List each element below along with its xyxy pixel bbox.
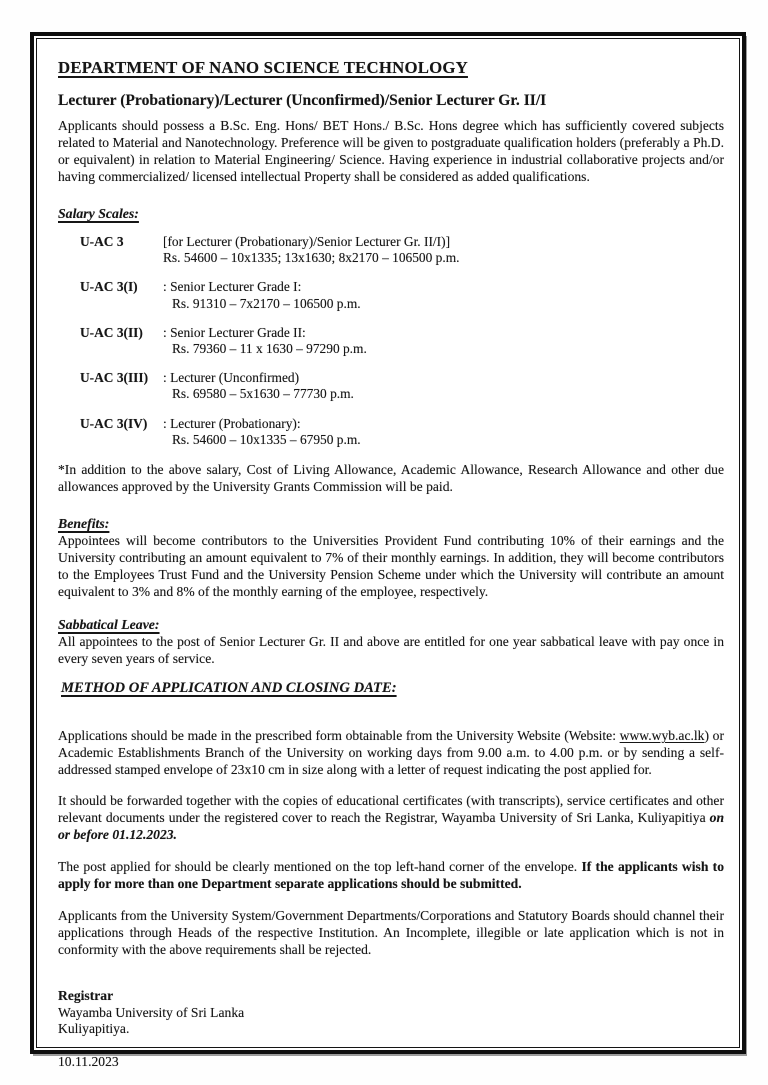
- document-inner-frame: [36, 38, 740, 1069]
- salary-row-uac3-i: [58, 279, 724, 311]
- document-date: 10.11.2023: [58, 1053, 119, 1069]
- signature-block: [58, 988, 724, 1038]
- salary-desc: [163, 234, 724, 266]
- multiple-applications-notice: If the applicants wish to apply for more than one Department separate applications should be submitted.: [58, 859, 724, 892]
- salary-code: U-AC 3(IV): [80, 415, 148, 431]
- signatory-title: Registrar: [58, 988, 114, 1004]
- benefits-heading: [58, 516, 724, 532]
- salary-row-uac3-iii: [58, 370, 724, 402]
- salary-note: *In addition to the above salary, Cost of Living Allowance, Academic Allowance, Research Allowance and other due allowances approved by the University Grants Commission will be paid.: [58, 462, 724, 495]
- salary-desc: [163, 416, 724, 448]
- document-content: [37, 39, 739, 1070]
- post-title: Lecturer (Probationary)/Lecturer (Unconfirmed)/Senior Lecturer Gr. II/I: [58, 92, 547, 109]
- closing-date-text: on or before 01.12.2023.: [58, 810, 724, 843]
- salary-amount: Rs. 54600 – 10x1335 – 67950 p.m.: [172, 431, 361, 447]
- salary-code: U-AC 3(II): [80, 324, 143, 340]
- salary-row-uac3-iv: [58, 416, 724, 448]
- department-title-text: DEPARTMENT OF NANO SCIENCE TECHNOLOGY: [58, 58, 468, 77]
- application-form-paragraph: [58, 727, 724, 778]
- forwarding-text: It should be forwarded together with the copies of educational certificates (with transcripts), service certificates and other relevant documents under the registered cover to reach the Registrar, Wayamba University of Sri Lanka, Kuliyapitiya: [58, 793, 724, 826]
- salary-amount: Rs. 79360 – 11 x 1630 – 97290 p.m.: [172, 341, 367, 357]
- salary-amount: Rs. 54600 – 10x1335; 13x1630; 8x2170 – 106500 p.m.: [163, 250, 460, 266]
- salary-desc: [163, 279, 724, 311]
- method-of-application-heading-text: METHOD OF APPLICATION AND CLOSING DATE:: [61, 680, 397, 697]
- benefits-paragraph: Appointees will become contributors to the Universities Provident Fund contributing 10% of their earnings and the University contributing an amount equivalent to 7% of their monthly earnings. In addition, they will become contributors to the Employees Trust Fund and the University Pension Scheme under which the University will contribute an amount equivalent to 3% and 8% of the monthly earning of the employee, respectively.: [58, 533, 724, 600]
- university-website-link[interactable]: www.wyb.ac.lk: [619, 728, 705, 744]
- salary-amount: Rs. 91310 – 7x2170 – 106500 p.m.: [172, 295, 361, 311]
- forwarding-paragraph: [58, 792, 724, 843]
- salary-scales-heading-text: Salary Scales:: [58, 206, 139, 221]
- salary-code: U-AC 3(I): [80, 279, 138, 295]
- salary-desc: [163, 370, 724, 402]
- department-title: [58, 58, 724, 78]
- envelope-text: The post applied for should be clearly mentioned on the top left-hand corner of the envelope.: [58, 859, 582, 875]
- salary-scale-table: [58, 234, 724, 448]
- salary-post-label: : Senior Lecturer Grade II:: [163, 324, 306, 340]
- salary-post-label: [for Lecturer (Probationary)/Senior Lecturer Gr. II/I)]: [163, 234, 451, 249]
- salary-post-label: : Lecturer (Probationary):: [163, 415, 301, 431]
- document-border-frame: [30, 32, 746, 1069]
- qualifications-paragraph: Applicants should possess a B.Sc. Eng. Hons/ BET Hons./ B.Sc. Hons degree which has sufficiently covered subjects related to Material and Nanotechnology. Preference will be given to postgraduate qualification holders (preferably a Ph.D. or equivalent) in relation to Material Engineering/ Science. Having experience in industrial collaborative projects and/or having commercialized/ licensed intellectual Property shall be considered as added qualifications.: [58, 118, 724, 184]
- salary-post-label: : Lecturer (Unconfirmed): [163, 370, 300, 386]
- salary-scales-heading: [58, 206, 724, 222]
- salary-code: U-AC 3: [80, 234, 124, 249]
- salary-code: U-AC 3(III): [80, 370, 149, 386]
- signatory-city: Kuliyapitiya.: [58, 1021, 130, 1037]
- benefits-heading-text: Benefits:: [58, 516, 110, 532]
- application-form-text: Applications should be made in the prescribed form obtainable from the University Website (Website:: [58, 728, 620, 744]
- salary-amount: Rs. 69580 – 5x1630 – 77730 p.m.: [172, 386, 354, 402]
- salary-row-uac3: [58, 234, 724, 266]
- salary-post-label: : Senior Lecturer Grade I:: [163, 279, 302, 295]
- channelling-paragraph: Applicants from the University System/Government Departments/Corporations and Statutory Boards should channel their applications through Heads of the respective Institution. An Incomplete, illegible or late application which is not in conformity with the above requirements shall be rejected.: [58, 908, 724, 958]
- salary-row-uac3-ii: [58, 325, 724, 357]
- sabbatical-leave-paragraph: All appointees to the post of Senior Lecturer Gr. II and above are entitled for one year sabbatical leave with pay once in every seven years of service.: [58, 634, 724, 667]
- envelope-paragraph: [58, 858, 724, 892]
- sabbatical-leave-heading-text: Sabbatical Leave:: [58, 617, 160, 633]
- sabbatical-leave-heading: [58, 617, 724, 633]
- signatory-organisation: Wayamba University of Sri Lanka: [58, 1004, 245, 1020]
- application-form-text-continued: ) or Academic Establishments Branch of the University on working days from 9.00 a.m. to 4.00 p.m. or by sending a self-addressed stamped envelope of 23x10 cm in size along with a letter of request indicating the post applied for.: [58, 728, 725, 778]
- method-of-application-heading: [58, 680, 724, 697]
- salary-desc: [163, 325, 724, 357]
